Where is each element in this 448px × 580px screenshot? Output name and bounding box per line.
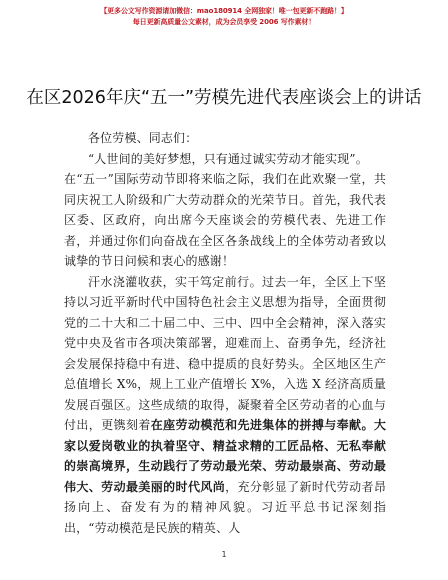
paragraph-greeting: 在“五一”国际劳动节即将来临之际，我们在此欢聚一堂，共同庆祝工人阶级和广大劳动群众的光荣节日。首先，我代表区委、区政府，向出席今天座谈会的劳模代表、先进工作者，并通过你们向奋战在全区各条战线上的全体劳动者致以诚挚的节日问候和衷心的感谢！ [64, 172, 386, 268]
promo-banner-line-1: 【更多公文写作资源请加微信：mao180914 全网独家！唯一包更新不跑路！】 [100, 7, 348, 15]
page-number: 1 [221, 550, 227, 559]
document-title: 在区2026年庆“五一”劳模先进代表座谈会上的讲话 [26, 88, 422, 108]
paragraph-achievements-emphasis: 在座劳动模范和先进集体的拼搏与奉献。大家以爱岗敬业的执着坚守、精益求精的工匠品格、无私奉献的崇高境界，生动践行了劳动最光荣、劳动最崇高、劳动最伟大、劳动最美丽的时代风尚 [64, 418, 386, 494]
paragraph-achievements [64, 272, 386, 539]
paragraph-quote: “人世间的美好梦想，只有通过诚实劳动才能实现”。 [88, 151, 368, 166]
salutation: 各位劳模、同志们： [88, 131, 198, 145]
paragraph-achievements-start: 汗水浇灌收获，实干笃定前行。过去一年，全区上下坚持以习近平新时代中国特色社会主义思想为指导，全面贯彻党的二十大和二十届二中、三中、四中全会精神，深入落实党中央及省市各项决策部署，迎难而上、奋勇争先，经济社会发展保持稳中有进、稳中提质的良好势头。全区地区生产总值增长 X%，规上工业产值增长 X%，入选 X 经济高质量发展百强区。这些成绩的取得，凝聚着全区劳动者的心血与付出，更镌刻着 [64, 274, 386, 432]
paragraph-achievements-end: ，充分彰显了新时代劳动者昂扬向上、奋发有为的精神风貌。习近平总书记深刻指出，“劳动模范是民族的精英、人 [64, 479, 387, 535]
promo-banner-line-2: 每日更新高质量公文素材，成为会员享受 2006 写作素材！ [132, 18, 316, 26]
document-body [64, 128, 386, 538]
